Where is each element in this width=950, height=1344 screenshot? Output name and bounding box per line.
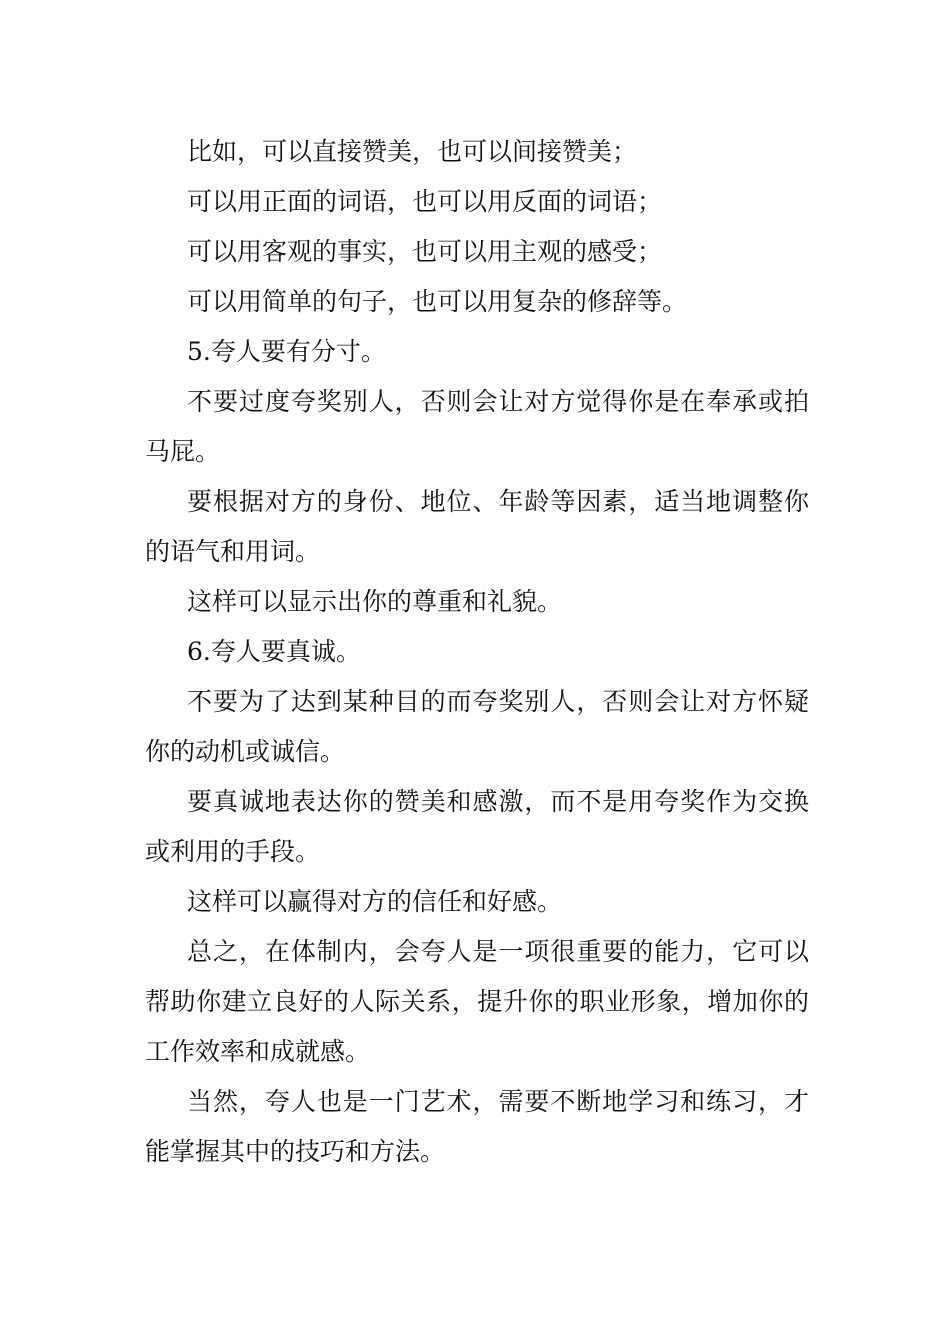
paragraph-closing: 当然，夸人也是一门艺术，需要不断地学习和练习，才能掌握其中的技巧和方法。 (145, 1087, 809, 1166)
paragraph-conclusion: 总之，在体制内，会夸人是一项很重要的能力，它可以帮助你建立良好的人际关系，提升你的职业形象，增加你的工作效率和成就感。 (145, 937, 809, 1066)
paragraph-sincere-expression: 要真诚地表达你的赞美和感激，而不是用夸奖作为交换或利用的手段。 (145, 787, 809, 866)
paragraph-simple-complex: 可以用简单的句子，也可以用复杂的修辞等。 (187, 287, 688, 316)
paragraph-win-trust: 这样可以赢得对方的信任和好感。 (187, 887, 563, 916)
section-heading-6: 6.夸人要真诚。 (187, 637, 361, 666)
paragraph-no-ulterior-motive: 不要为了达到某种目的而夸奖别人，否则会让对方怀疑你的动机或诚信。 (145, 687, 809, 766)
paragraph-adjust-tone: 要根据对方的身份、地位、年龄等因素，适当地调整你的语气和用词。 (145, 487, 809, 566)
paragraph-no-excessive-praise: 不要过度夸奖别人，否则会让对方觉得你是在奉承或拍马屁。 (145, 387, 809, 466)
section-heading-5: 5.夸人要有分寸。 (187, 337, 386, 366)
paragraph-objective-subjective: 可以用客观的事实，也可以用主观的感受； (187, 237, 663, 266)
paragraph-praise-methods: 比如，可以直接赞美，也可以间接赞美； (187, 137, 638, 166)
paragraph-positive-negative-words: 可以用正面的词语，也可以用反面的词语； (187, 187, 663, 216)
paragraph-show-respect: 这样可以显示出你的尊重和礼貌。 (187, 587, 563, 616)
document-body (145, 127, 809, 1177)
